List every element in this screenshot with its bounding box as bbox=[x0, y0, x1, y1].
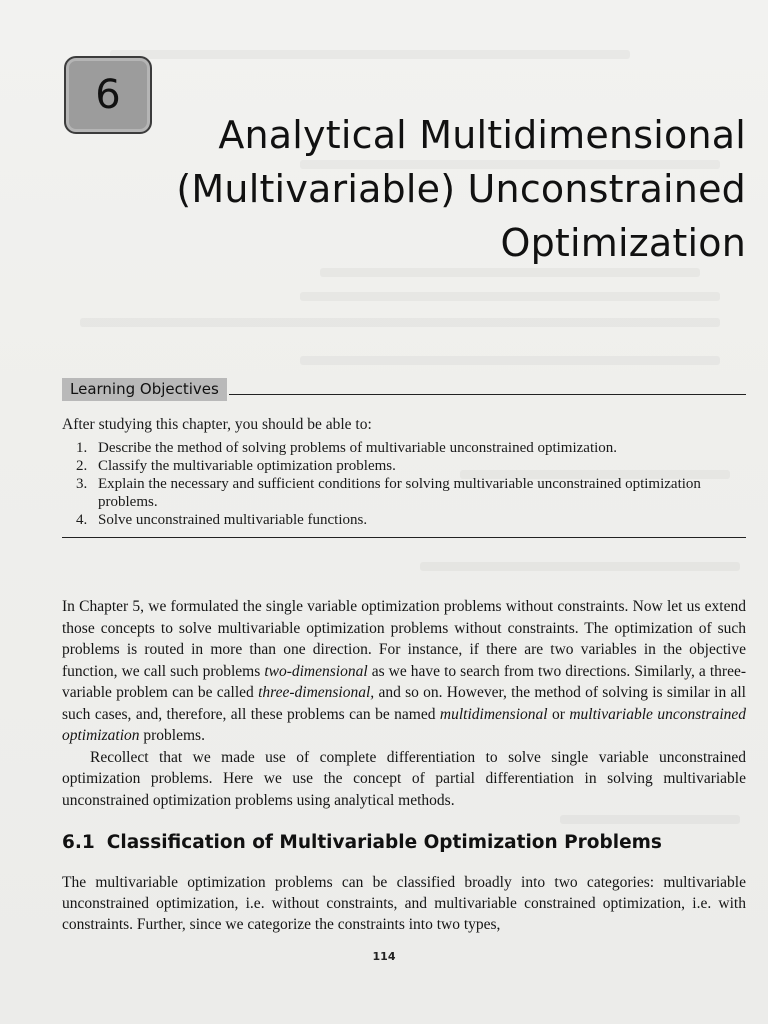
section-text bbox=[62, 872, 746, 935]
chapter-number: 6 bbox=[95, 72, 121, 118]
list-item-number: 3. bbox=[76, 476, 88, 492]
text-run: as we have to search from two directions. Similarly, a three-variable problem can be called bbox=[62, 662, 747, 701]
text-run: In Chapter 5, we formulated the single variable optimization problems without constraints. Now let us extend those concepts to solve multivariable optimization problems without constraints. The optimization of such problems is routed in more than one direction. For instance, if there are two variables in the objective function, we call such problems bbox=[62, 598, 746, 680]
learning-objectives-list bbox=[62, 439, 746, 529]
section-title: Classification of Multivariable Optimization Problems bbox=[106, 832, 662, 853]
emphasis-text: three-dimensional, bbox=[258, 684, 375, 701]
chapter-title bbox=[120, 108, 746, 270]
text-run: and so on. However, the method of solving is similar in all such cases, and, therefore, all these problems can be named bbox=[62, 684, 746, 723]
learning-objectives-header bbox=[62, 378, 746, 401]
learning-objectives-label: Learning Objectives bbox=[62, 378, 227, 401]
list-item-number: 2. bbox=[76, 458, 88, 474]
list-item-text: Explain the necessary and sufficient conditions for solving multivariable unconstrained optimization problems. bbox=[98, 476, 701, 510]
section-number: 6.1 bbox=[62, 832, 95, 853]
list-item-number: 1. bbox=[76, 440, 88, 456]
chapter-title-line-2: (Multivariable) Unconstrained bbox=[176, 167, 746, 211]
objectives-bottom-rule bbox=[62, 537, 746, 538]
list-item bbox=[76, 439, 746, 457]
chapter-title-line-3: Optimization bbox=[500, 221, 746, 265]
intro-paragraph-2: Recollect that we made use of complete differentiation to solve single variable unconstrained optimization problems. Here we use the concept of partial differentiation in solving multivariable unconstrained optimization problems using analytical methods. bbox=[62, 748, 746, 809]
intro-paragraph-1 bbox=[62, 596, 746, 747]
list-item-text: Solve unconstrained multivariable functions. bbox=[98, 512, 368, 528]
list-item bbox=[76, 457, 746, 475]
emphasis-text: multidimensional bbox=[439, 705, 548, 723]
list-item bbox=[76, 475, 746, 511]
list-item bbox=[76, 511, 746, 529]
page-number: 114 bbox=[372, 950, 396, 963]
emphasis-text: multivariable unconstrained optimization bbox=[62, 705, 747, 744]
list-item-number: 4. bbox=[76, 512, 88, 528]
list-item-text: Classify the multivariable optimization problems. bbox=[98, 458, 396, 474]
emphasis-text: two-dimensional bbox=[264, 662, 368, 680]
learning-objectives-box bbox=[62, 378, 746, 538]
text-run: problems. bbox=[139, 727, 205, 744]
text-run: or bbox=[547, 705, 570, 723]
section-heading bbox=[62, 832, 746, 853]
header-rule bbox=[229, 394, 746, 395]
chapter-intro-text bbox=[62, 596, 746, 811]
chapter-title-line-1: Analytical Multidimensional bbox=[218, 113, 746, 157]
section-paragraph: The multivariable optimization problems can be classified broadly into two categories: multivariable unconstrained optimization, i.e. without constraints, and multivariable constrained optimization, i.e. with constraints. Further, since we categorize the constraints into two types, bbox=[62, 874, 746, 933]
list-item-text: Describe the method of solving problems of multivariable unconstrained optimization. bbox=[98, 440, 618, 456]
learning-objectives-intro: After studying this chapter, you should be able to: bbox=[62, 416, 372, 433]
